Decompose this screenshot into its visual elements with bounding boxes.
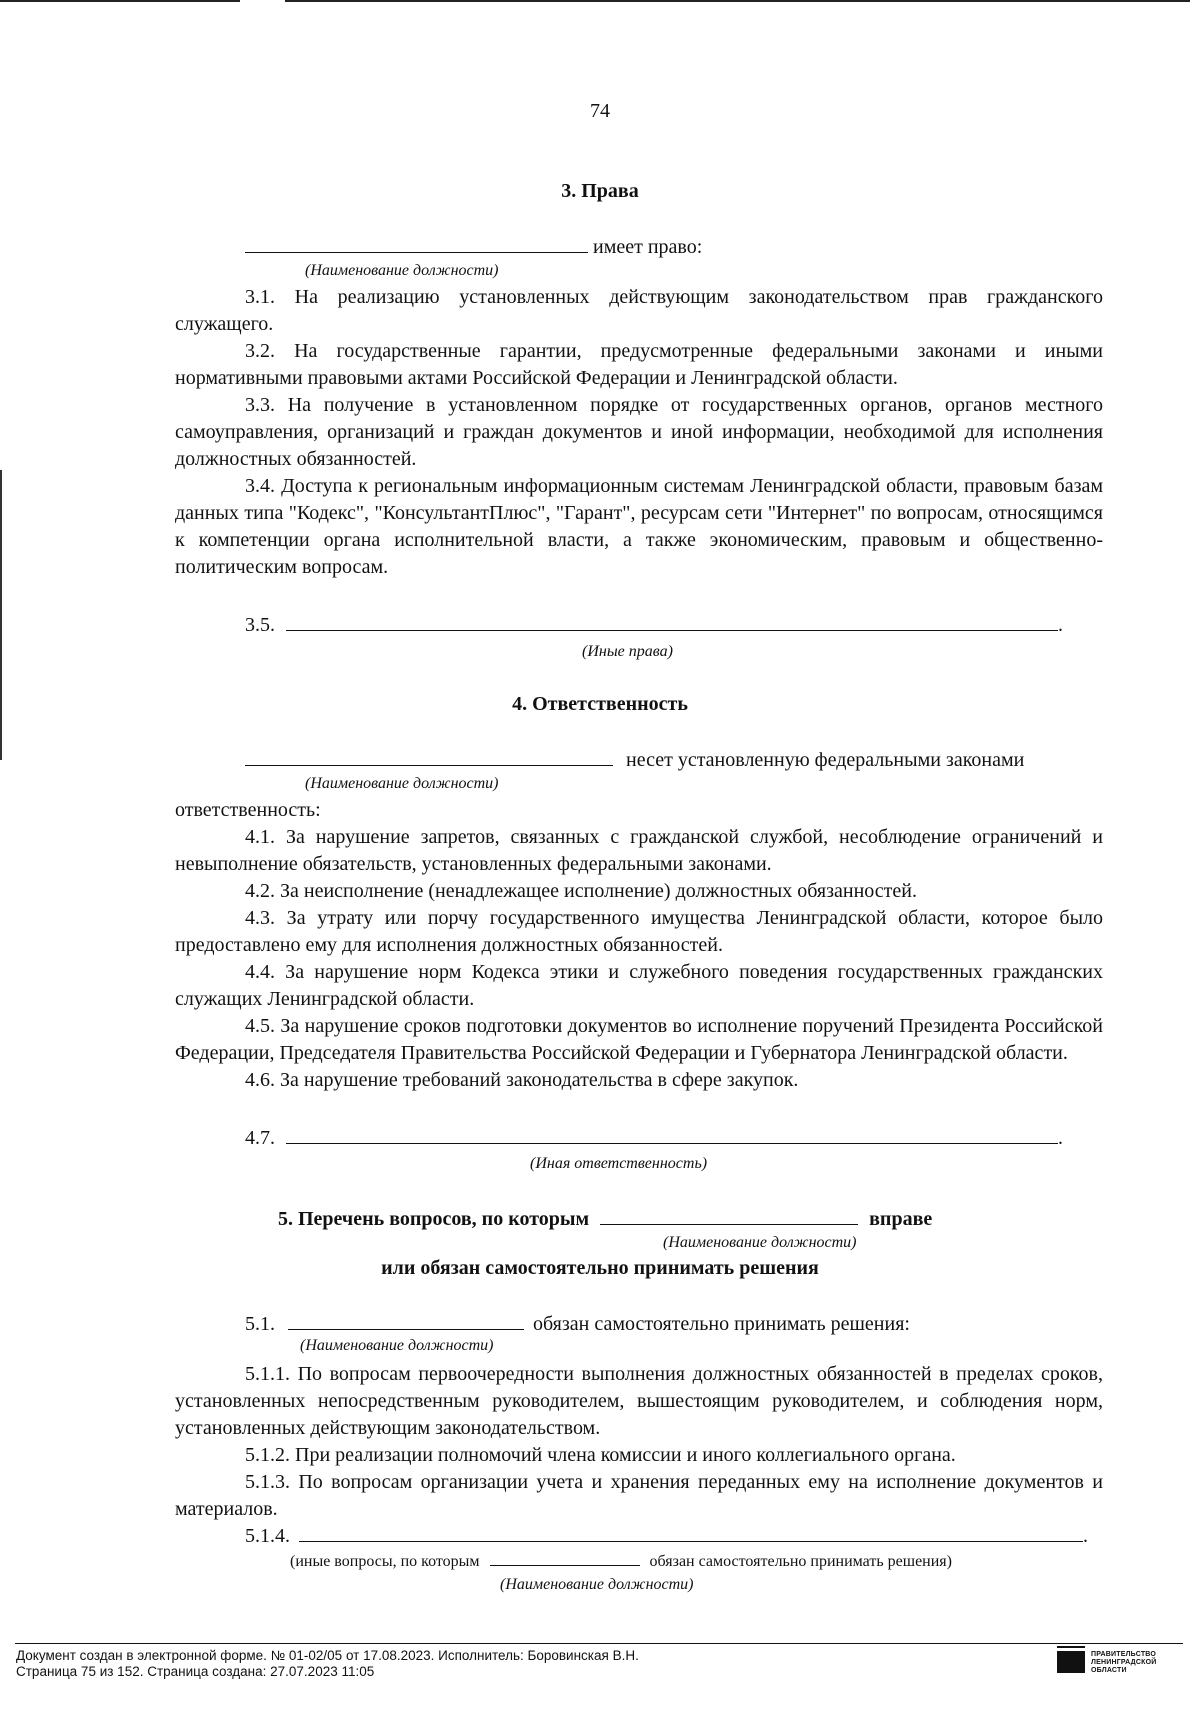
scan-edge-mark: [0, 470, 2, 760]
logo-line-2: ЛЕНИНГРАДСКОЙ: [1091, 1659, 1157, 1666]
s4-item-6: 4.6. За нарушение требований законодательства в сфере закупок.: [245, 1069, 799, 1091]
footer-line-1: Документ создан в электронной форме. № 01-02/05 от 17.08.2023. Исполнитель: Боровинская В.Н.: [16, 1648, 639, 1663]
s3-item-3: 3.3. На получение в установленном порядке от государственных органов, органов местного самоуправления, организаций и граждан документов и иной информации, необходимой для исполнения должностных обязанностей.: [175, 394, 1103, 470]
logo-text: [1091, 1651, 1156, 1675]
s5-intro: [245, 1311, 910, 1338]
s3-item-2: 3.2. На государственные гарантии, предусмотренные федеральными законами и иными нормативными правовыми актами Российской Федерации и Ленинградской области.: [175, 340, 1103, 389]
footer-line-2: Страница 75 из 152. Страница создана: 27.07.2023 11:05: [16, 1664, 375, 1679]
position-blank[interactable]: [245, 252, 588, 253]
s5-intro-number: 5.1.: [245, 1313, 275, 1335]
s5-items: [175, 1361, 1103, 1523]
s5-item-4: 5.1.4. .: [245, 1525, 1088, 1547]
section-5-title-line2: или обязан самостоятельно принимать решения: [381, 1257, 819, 1279]
position-blank[interactable]: [490, 1565, 640, 1566]
s3-position-hint: (Наименование должности): [305, 262, 499, 279]
s3-intro: [245, 234, 702, 261]
s5-item-4-number: 5.1.4.: [245, 1525, 290, 1547]
s4-position-hint: (Наименование должности): [305, 775, 499, 792]
s5-item-1: 5.1.1. По вопросам первоочередности выполнения должностных обязанностей в пределах сроков, установленных непосредственным руководителем, вышестоящим руководителем, и соблюдения норм, установленных действующим законодательством.: [175, 1363, 1103, 1439]
other-questions-blank[interactable]: [299, 1541, 1083, 1542]
s5-item-3: 5.1.3. По вопросам организации учета и хранения переданных ему на исполнение документов и материалов.: [175, 1471, 1103, 1520]
page-number: 74: [590, 100, 610, 122]
section-5-title-line1: [278, 1206, 932, 1233]
s4-item-7-number: 4.7.: [245, 1127, 275, 1149]
s4-item-5: 4.5. За нарушение сроков подготовки документов во исполнение поручений Президента Российской Федерации, Председателя Правительства Российской Федерации и Губернатора Ленинградской области.: [175, 1015, 1103, 1064]
s3-item-4: 3.4. Доступа к региональным информационным системам Ленинградской области, правовым базам данных типа "Кодекс", "КонсультантПлюс", "Гарант", ресурсам сети "Интернет" по вопросам, относящимся к компетенции органа исполнительной власти, а также экономическим, правовым и общественно-политическим вопросам.: [175, 475, 1103, 578]
s3-items: [175, 284, 1103, 581]
s4-item-2: 4.2. За неисполнение (ненадлежащее исполнение) должностных обязанностей.: [245, 880, 917, 902]
government-logo: [1057, 1651, 1156, 1675]
other-rights-blank[interactable]: [286, 630, 1058, 631]
s4-item-7-hint: (Иная ответственность): [530, 1155, 708, 1172]
s3-item-5-number: 3.5.: [245, 614, 275, 636]
s5-item-4-hint: [290, 1553, 952, 1571]
s4-intro: [245, 747, 1024, 774]
s3-item-5: 3.5. .: [245, 614, 1063, 636]
s4-item-7: 4.7. .: [245, 1127, 1063, 1149]
scan-edge-line-left: [0, 0, 240, 2]
s5-item-4-hint-pre: (иные вопросы, по которым: [290, 1553, 480, 1570]
footer-info: [16, 1648, 639, 1680]
s3-item-5-hint: (Иные права): [582, 643, 673, 660]
s4-item-3: 4.3. За утрату или порчу государственного имущества Ленинградской области, которое было предоставлено ему для исполнения должностных обязанностей.: [175, 907, 1103, 956]
footer-divider: [15, 1643, 1183, 1644]
s5-item-4-hint-post: обязан самостоятельно принимать решения): [649, 1553, 952, 1570]
s4-intro-continuation: ответственность:: [175, 799, 321, 821]
s4-items: [175, 797, 1103, 1094]
logo-line-3: ОБЛАСТИ: [1091, 1667, 1127, 1674]
position-blank[interactable]: [288, 1329, 524, 1330]
emblem-icon: [1057, 1651, 1085, 1673]
section-3-title: 3. Права: [561, 180, 639, 202]
other-responsibility-blank[interactable]: [286, 1143, 1058, 1144]
s4-item-4: 4.4. За нарушение норм Кодекса этики и служебного поведения государственных гражданских служащих Ленинградской области.: [175, 961, 1103, 1010]
s5-title-part2: вправе: [869, 1208, 933, 1230]
s5-title-part1: 5. Перечень вопросов, по которым: [278, 1208, 590, 1230]
s4-item-1: 4.1. За нарушение запретов, связанных с гражданской службой, несоблюдение ограничений и невыполнение обязательств, установленных федеральными законами.: [175, 826, 1103, 875]
scan-edge-line-right: [285, 0, 1190, 2]
s5-intro-hint: (Наименование должности): [300, 1337, 494, 1354]
position-blank[interactable]: [600, 1224, 858, 1225]
s4-intro-suffix: несет установленную федеральными законами: [626, 749, 1025, 771]
s3-item-1: 3.1. На реализацию установленных действующим законодательством прав гражданского служащего.: [175, 286, 1103, 335]
s5-title-hint: (Наименование должности): [663, 1234, 857, 1251]
section-4-title: 4. Ответственность: [512, 693, 688, 715]
s5-intro-suffix: обязан самостоятельно принимать решения:: [533, 1313, 910, 1335]
position-blank[interactable]: [245, 765, 613, 766]
logo-line-1: ПРАВИТЕЛЬСТВО: [1091, 1651, 1157, 1658]
s5-item-2: 5.1.2. При реализации полномочий члена комиссии и иного коллегиального органа.: [245, 1444, 956, 1466]
s5-item-4-hint2: (Наименование должности): [500, 1576, 694, 1593]
s3-intro-suffix: имеет право:: [593, 236, 703, 258]
